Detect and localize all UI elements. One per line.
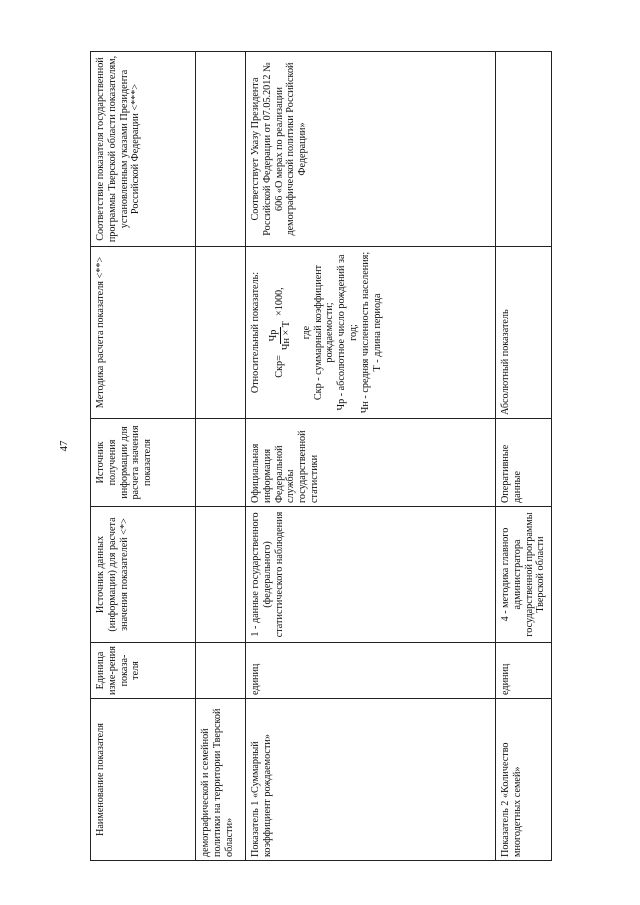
cell-compliance xyxy=(196,52,246,247)
method-def: Т - длина периода xyxy=(371,293,383,372)
cell-data-source: 1 - данные государственного (федерального) статистического наблюдения xyxy=(246,507,496,643)
table-row xyxy=(246,52,496,861)
formula-fraction xyxy=(268,318,293,353)
rotated-page-content xyxy=(90,52,547,861)
cell-info-source: Оперативные данные xyxy=(496,419,552,507)
cell-unit xyxy=(196,643,246,699)
header-data-source: Источник данных (информации) для расчета значения показателей <*> xyxy=(91,507,196,643)
cell-unit: единиц xyxy=(246,643,496,699)
formula-lhs: Скр= xyxy=(274,355,286,378)
method-def: Скр - суммарный коэффициент рождаемости; xyxy=(312,264,336,401)
cell-name: Показатель 1 «Суммарный коэффициент рождаемости» xyxy=(246,699,496,861)
method-intro: Относительный показатель: xyxy=(250,271,261,394)
cell-compliance xyxy=(496,52,552,247)
table-header-row xyxy=(91,52,196,861)
cell-compliance: Соответствует Указу Президента Российской Федерации от 07.05.2012 № 606 «О мерах по реализации демографической политики Российской Федерации» xyxy=(246,52,496,247)
method-def: Чн - средняя численность населения; xyxy=(359,251,371,414)
page-number: 47 xyxy=(58,440,70,452)
formula-rhs: ×1000, xyxy=(274,287,286,316)
indicators-table xyxy=(90,51,552,861)
fertility-formula xyxy=(268,250,293,415)
method-where: где xyxy=(300,325,312,340)
cell-unit: единиц xyxy=(496,643,552,699)
cell-method xyxy=(196,247,246,419)
header-method: Методика расчета показателя <**> xyxy=(91,247,196,419)
formula-denominator: Чн × Т xyxy=(280,320,292,351)
cell-info-source: Официальная информация Федеральной службы государственной статистики xyxy=(246,419,496,507)
cell-name: Показатель 2 «Количество многодетных семей» xyxy=(496,699,552,861)
header-info-source: Источник получения информации для расчета значения показателя xyxy=(91,419,196,507)
cell-data-source xyxy=(196,507,246,643)
header-compliance: Соответствие показателя государственной программы Тверской области показателям, установленным указами Президента Российской Федерации <***> xyxy=(91,52,196,247)
cell-method: Абсолютный показатель xyxy=(496,247,552,419)
cell-info-source xyxy=(196,419,246,507)
cell-method xyxy=(246,247,496,419)
method-def: Чр - абсолютное число рождений за год; xyxy=(336,254,359,411)
header-unit: Единица изме-рения показа-теля xyxy=(91,643,196,699)
header-name: Наименование показателя xyxy=(91,699,196,861)
table-row xyxy=(196,52,246,861)
formula-numerator: Чр xyxy=(268,327,281,345)
cell-name: демографической и семейной политики на территории Тверской области» xyxy=(196,699,246,861)
table-row xyxy=(496,52,552,861)
cell-data-source: 4 - методика главного администратора государственной программы Тверской области xyxy=(496,507,552,643)
